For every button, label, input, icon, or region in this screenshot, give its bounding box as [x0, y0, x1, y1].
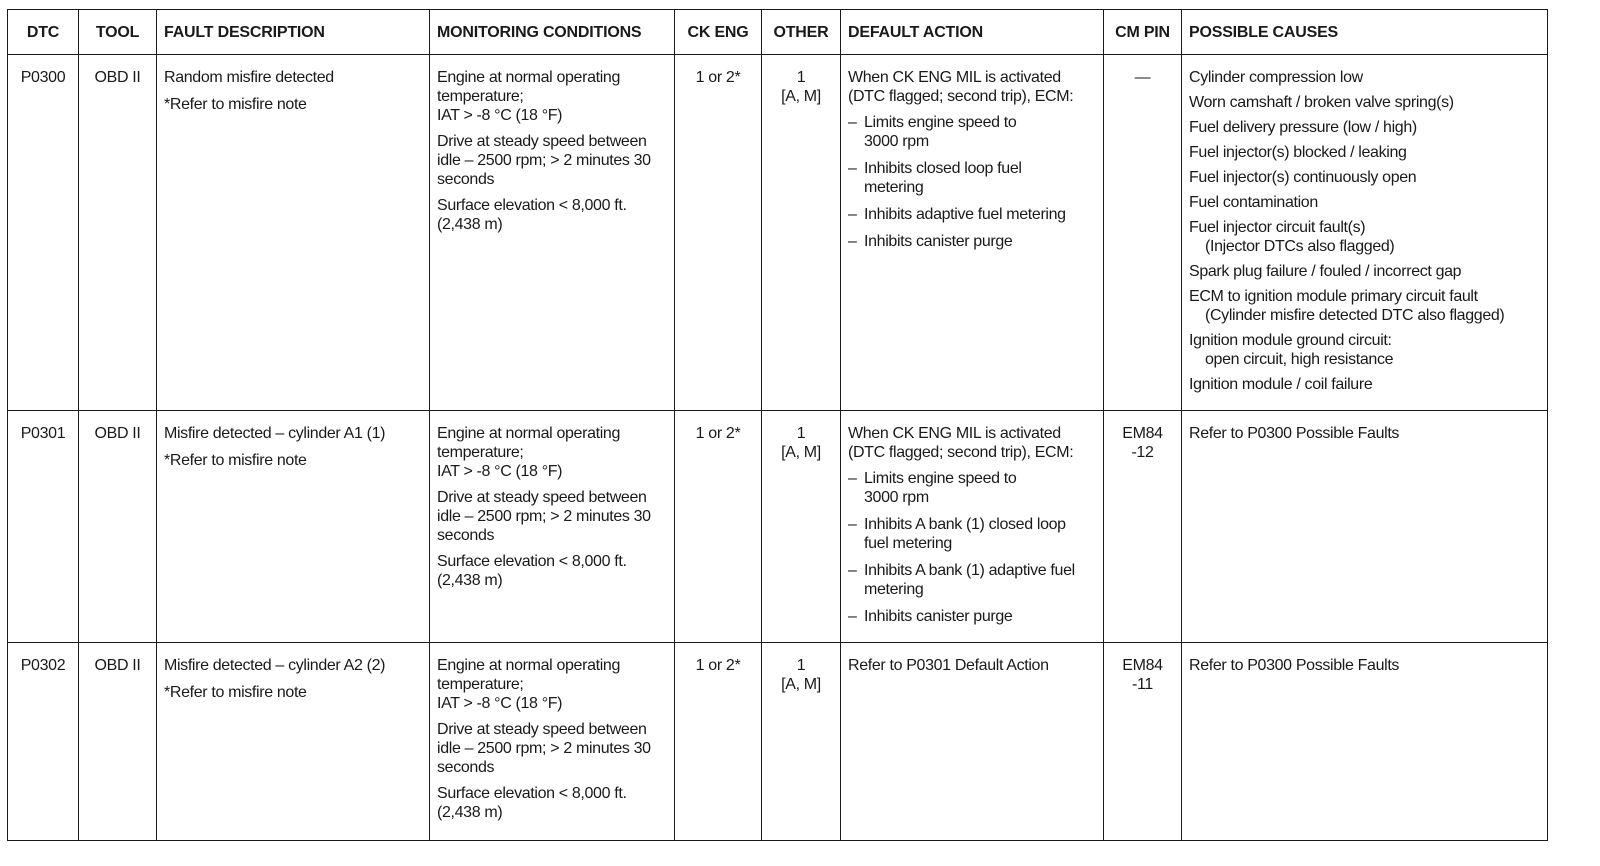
cause-item — [1189, 193, 1540, 212]
header-dtc: DTC — [8, 10, 79, 55]
monitoring-line: idle – 2500 rpm; > 2 minutes 30 — [437, 508, 651, 525]
monitoring-line: temperature; — [437, 88, 524, 105]
cause-text: Fuel injector circuit fault(s) — [1189, 219, 1366, 236]
default-action-cell: Refer to P0301 Default Action — [841, 643, 1104, 841]
monitoring-speed-condition — [437, 720, 667, 777]
cause-text: Ignition module / coil failure — [1189, 376, 1373, 393]
cause-item — [1189, 262, 1540, 281]
default-action-item-line: – Inhibits canister purge — [864, 608, 1013, 625]
default-action-item-line: – Inhibits adaptive fuel metering — [864, 206, 1066, 223]
fault-description-cell — [157, 411, 430, 643]
table-row-p0300 — [8, 55, 1548, 411]
monitoring-line: temperature; — [437, 676, 524, 693]
cause-item — [1189, 375, 1540, 394]
default-action-item — [848, 159, 1096, 197]
header-default-action: DEFAULT ACTION — [841, 10, 1104, 55]
default-action-item-line: metering — [864, 179, 924, 196]
monitoring-line: Drive at steady speed between — [437, 489, 647, 506]
default-action-intro-line: When CK ENG MIL is activated — [848, 425, 1061, 442]
default-action-item-line: – Limits engine speed to — [864, 470, 1017, 487]
possible-causes-cell — [1182, 411, 1548, 643]
default-action-intro — [848, 424, 1096, 462]
cause-text: Fuel delivery pressure (low / high) — [1189, 119, 1417, 136]
cm-pin-connector: EM84 — [1122, 425, 1163, 442]
default-action-item-line: – Inhibits A bank (1) closed loop — [864, 516, 1066, 533]
monitoring-elevation-condition — [437, 552, 667, 590]
monitoring-line: seconds — [437, 759, 495, 776]
cause-text: Fuel injector(s) continuously open — [1189, 169, 1417, 186]
cause-text: Fuel contamination — [1189, 194, 1318, 211]
other-cell — [762, 55, 841, 411]
monitoring-conditions-cell — [430, 411, 675, 643]
default-action-cell — [841, 55, 1104, 411]
table-row-p0301 — [8, 411, 1548, 643]
header-cm-pin: CM PIN — [1104, 10, 1182, 55]
cm-pin-connector: EM84 — [1122, 657, 1163, 674]
ck-eng-cell: 1 or 2* — [675, 643, 762, 841]
misfire-note-text: *Refer to misfire note — [164, 96, 307, 113]
default-action-item — [848, 469, 1096, 507]
dtc-code-cell: P0300 — [8, 55, 79, 411]
cm-pin-number: -12 — [1131, 444, 1154, 461]
default-action-intro-line: When CK ENG MIL is activated — [848, 69, 1061, 86]
monitoring-line: Surface elevation < 8,000 ft. — [437, 785, 627, 802]
fault-description-text: Misfire detected – cylinder A1 (1) — [164, 425, 386, 442]
monitoring-line: Engine at normal operating — [437, 69, 621, 86]
default-action-item-line: – Inhibits canister purge — [864, 233, 1013, 250]
monitoring-speed-condition — [437, 488, 667, 545]
header-fault-description: FAULT DESCRIPTION — [157, 10, 430, 55]
default-action-intro-line: (DTC flagged; second trip), ECM: — [848, 88, 1074, 105]
fault-description-text: Random misfire detected — [164, 69, 334, 86]
cause-item — [1189, 331, 1540, 369]
other-cell — [762, 643, 841, 841]
default-action-item — [848, 205, 1096, 224]
cause-subtext: open circuit, high resistance — [1205, 351, 1394, 368]
monitoring-line: IAT > -8 °C (18 °F) — [437, 107, 563, 124]
misfire-note-text: *Refer to misfire note — [164, 452, 307, 469]
possible-causes-cell — [1182, 643, 1548, 841]
default-action-list — [848, 469, 1096, 626]
tool-cell: OBD II — [79, 55, 157, 411]
default-action-item — [848, 232, 1096, 251]
monitoring-elevation-condition — [437, 784, 667, 822]
monitoring-line: IAT > -8 °C (18 °F) — [437, 463, 563, 480]
fault-description-cell — [157, 55, 430, 411]
tool-cell: OBD II — [79, 643, 157, 841]
ck-eng-cell: 1 or 2* — [675, 411, 762, 643]
monitoring-line: seconds — [437, 527, 495, 544]
monitoring-line: idle – 2500 rpm; > 2 minutes 30 — [437, 740, 651, 757]
default-action-item-line: 3000 rpm — [864, 133, 929, 150]
other-value: 1 — [796, 425, 806, 442]
monitoring-line: Drive at steady speed between — [437, 133, 647, 150]
cause-item — [1189, 424, 1540, 443]
default-action-item-line: metering — [864, 581, 924, 598]
default-action-item — [848, 515, 1096, 553]
cause-text: Ignition module ground circuit: — [1189, 332, 1392, 349]
misfire-note-text: *Refer to misfire note — [164, 684, 307, 701]
dtc-table — [7, 9, 1548, 841]
header-ck-eng: CK ENG — [675, 10, 762, 55]
cause-item — [1189, 218, 1540, 256]
monitoring-temperature-condition — [437, 656, 667, 713]
default-action-item-line: – Inhibits A bank (1) adaptive fuel — [864, 562, 1075, 579]
header-possible-causes: POSSIBLE CAUSES — [1182, 10, 1548, 55]
default-action-item-line: fuel metering — [864, 535, 952, 552]
cause-item — [1189, 143, 1540, 162]
cause-item — [1189, 118, 1540, 137]
other-codes: [A, M] — [781, 88, 821, 105]
cause-text: Worn camshaft / broken valve spring(s) — [1189, 94, 1454, 111]
monitoring-line: Surface elevation < 8,000 ft. — [437, 197, 627, 214]
default-action-cell — [841, 411, 1104, 643]
tool-cell: OBD II — [79, 411, 157, 643]
possible-causes-list — [1189, 656, 1540, 675]
fault-description-text: Misfire detected – cylinder A2 (2) — [164, 657, 386, 674]
cm-pin-cell — [1104, 643, 1182, 841]
cm-pin-cell — [1104, 411, 1182, 643]
cause-subtext: (Cylinder misfire detected DTC also flagged) — [1205, 307, 1505, 324]
monitoring-elevation-condition — [437, 196, 667, 234]
other-value: 1 — [796, 69, 806, 86]
monitoring-line: Surface elevation < 8,000 ft. — [437, 553, 627, 570]
default-action-intro — [848, 68, 1096, 106]
fault-description-cell — [157, 643, 430, 841]
monitoring-speed-condition — [437, 132, 667, 189]
monitoring-line: Engine at normal operating — [437, 425, 621, 442]
dtc-code-cell: P0301 — [8, 411, 79, 643]
table-row-p0302 — [8, 643, 1548, 841]
cause-item — [1189, 93, 1540, 112]
cause-item — [1189, 168, 1540, 187]
default-action-item-line: – Limits engine speed to — [864, 114, 1017, 131]
monitoring-conditions-cell — [430, 643, 675, 841]
other-cell — [762, 411, 841, 643]
default-action-list — [848, 113, 1096, 251]
default-action-item-line: 3000 rpm — [864, 489, 929, 506]
monitoring-line: temperature; — [437, 444, 524, 461]
monitoring-line: idle – 2500 rpm; > 2 minutes 30 — [437, 152, 651, 169]
cause-item — [1189, 68, 1540, 87]
possible-causes-cell — [1182, 55, 1548, 411]
monitoring-line: seconds — [437, 171, 495, 188]
cause-text: Cylinder compression low — [1189, 69, 1363, 86]
monitoring-line: (2,438 m) — [437, 804, 503, 821]
monitoring-line: (2,438 m) — [437, 572, 503, 589]
dtc-code-cell: P0302 — [8, 643, 79, 841]
cause-text: Spark plug failure / fouled / incorrect gap — [1189, 263, 1462, 280]
possible-causes-list — [1189, 68, 1540, 394]
monitoring-line: IAT > -8 °C (18 °F) — [437, 695, 563, 712]
cause-item — [1189, 656, 1540, 675]
cause-subtext: (Injector DTCs also flagged) — [1205, 238, 1395, 255]
monitoring-temperature-condition — [437, 424, 667, 481]
cm-pin-cell: — — [1104, 55, 1182, 411]
cause-item — [1189, 287, 1540, 325]
monitoring-temperature-condition — [437, 68, 667, 125]
cause-text: ECM to ignition module primary circuit fault — [1189, 288, 1478, 305]
cause-text: Refer to P0300 Possible Faults — [1189, 425, 1400, 442]
header-tool: TOOL — [79, 10, 157, 55]
default-action-intro-line: (DTC flagged; second trip), ECM: — [848, 444, 1074, 461]
cause-text: Refer to P0300 Possible Faults — [1189, 657, 1400, 674]
default-action-item-line: – Inhibits closed loop fuel — [864, 160, 1022, 177]
possible-causes-list — [1189, 424, 1540, 443]
monitoring-line: (2,438 m) — [437, 216, 503, 233]
default-action-item — [848, 607, 1096, 626]
header-row — [8, 10, 1548, 55]
other-codes: [A, M] — [781, 444, 821, 461]
cause-text: Fuel injector(s) blocked / leaking — [1189, 144, 1407, 161]
other-codes: [A, M] — [781, 676, 821, 693]
default-action-item — [848, 113, 1096, 151]
header-other: OTHER — [762, 10, 841, 55]
ck-eng-cell: 1 or 2* — [675, 55, 762, 411]
monitoring-line: Drive at steady speed between — [437, 721, 647, 738]
monitoring-line: Engine at normal operating — [437, 657, 621, 674]
other-value: 1 — [796, 657, 806, 674]
monitoring-conditions-cell — [430, 55, 675, 411]
header-monitoring-conditions: MONITORING CONDITIONS — [430, 10, 675, 55]
cm-pin-number: -11 — [1132, 676, 1153, 693]
default-action-item — [848, 561, 1096, 599]
